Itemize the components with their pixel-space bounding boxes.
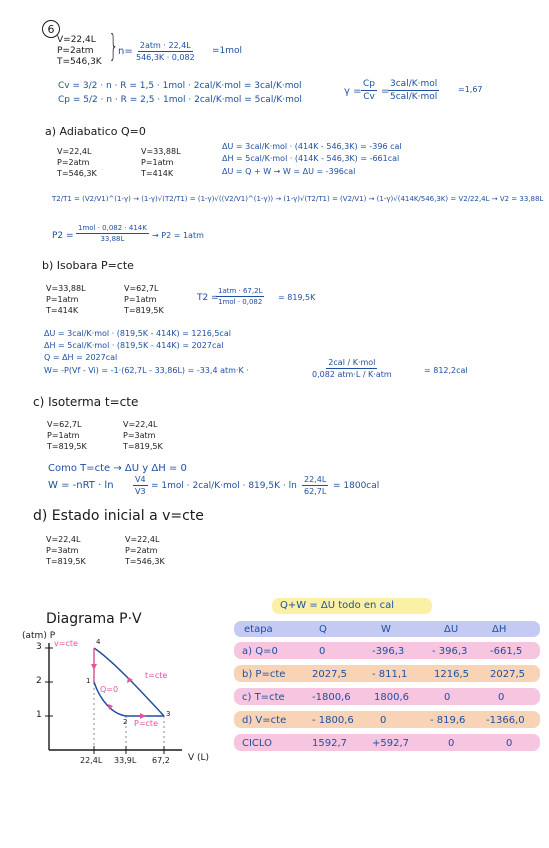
d-state1-v: V=22,4L (46, 535, 81, 544)
a-work: ΔU = Q + W → W = ΔU = -396cal (222, 167, 356, 176)
point-3: 3 (166, 710, 171, 718)
y-tick-label-1: 1 (36, 710, 42, 720)
table-row-d-du: - 819,6 (430, 715, 466, 726)
b-delta-u: ΔU = 3cal/K·mol · (819,5K - 414K) = 1216,5cal (44, 329, 231, 338)
x-tick-label-1: 22,4L (80, 756, 103, 765)
c-como: Como T=cte → ΔU y ΔH = 0 (48, 463, 187, 474)
table-row-a-du: - 396,3 (432, 646, 468, 657)
a-p2-lhs: P2 = (52, 231, 74, 241)
table-row-b-w: - 811,1 (372, 669, 408, 680)
table-header-q: Q (319, 624, 327, 635)
c-state2-p: P=3atm (123, 431, 156, 440)
gamma-frac-num: Cp (363, 79, 375, 89)
given-v: V=22,4L (57, 35, 96, 45)
b-state2-t: T=819,5K (124, 306, 164, 315)
d-state2-v: V=22,4L (125, 535, 160, 544)
table-row-b-q: 2027,5 (312, 669, 347, 680)
a-state2-v: V=33,88L (141, 147, 181, 156)
c-state2-t: T=819,5K (123, 442, 163, 451)
section-b-title: b) Isobara P=cte (42, 259, 134, 272)
table-row-a-etapa: a) Q=0 (242, 646, 278, 657)
b-work-result: = 812,2cal (424, 366, 468, 375)
diagram-xlabel: V (L) (188, 753, 210, 763)
b-work-num: 2cal / K·mol (328, 358, 376, 367)
c-work-result: = 1800cal (333, 481, 380, 491)
gamma-lhs: γ = (344, 86, 362, 97)
problem-number: 6 (42, 20, 60, 38)
gamma-value-den: 5cal/K·mol (390, 92, 438, 102)
n-denominator: 546,3K · 0,082 (136, 53, 195, 62)
section-a-title: a) Adiabatico Q=0 (45, 125, 146, 138)
table-row-d-q: - 1800,6 (312, 715, 354, 726)
y-tick-label-3: 3 (36, 642, 42, 652)
label-t-cte: t=cte (145, 671, 168, 680)
table-row-b-etapa: b) P=cte (242, 669, 286, 680)
table-header-etapa: etapa (244, 624, 273, 635)
c-work-frac2-den: 62,7L (304, 487, 327, 496)
table-row-c-etapa: c) T=cte (242, 692, 285, 703)
a-p2-den: 33,88L (100, 235, 125, 243)
table-row-ciclo-q: 1592,7 (312, 738, 347, 749)
a-state1-p: P=2atm (57, 158, 90, 167)
section-d-title: d) Estado inicial a v=cte (33, 508, 204, 524)
given-p: P=2atm (57, 46, 94, 56)
a-delta-h: ΔH = 5cal/K·mol · (414K - 546,3K) = -661cal (222, 154, 400, 163)
gamma-value-num: 3cal/K·mol (390, 79, 438, 89)
point-2: 2 (123, 718, 128, 726)
table-note: Q+W = ΔU todo en cal (280, 600, 394, 611)
table-row-a-q: 0 (319, 646, 326, 657)
table-row-c-q: -1800,6 (312, 692, 351, 703)
b-work-expr: W= -P(Vf - Vi) = -1·(62,7L - 33,86L) = -33,4 atm·K · (44, 366, 249, 375)
table-row-d-etapa: d) V=cte (242, 715, 287, 726)
cp-line: Cp = 5/2 · n · R = 2,5 · 1mol · 2cal/K·mol = 5cal/K·mol (58, 95, 302, 105)
c-work-expr: W = -nRT · ln (48, 480, 114, 491)
d-state1-t: T=819,5K (46, 557, 86, 566)
c-work-frac1-den: V3 (135, 487, 146, 496)
label-q0: Q=0 (100, 685, 119, 694)
b-t2-den: 1mol · 0,082 (218, 298, 263, 306)
c-work-mid: = 1mol · 2cal/K·mol · 819,5K · ln (151, 481, 297, 491)
diagram-ylabel: (atm) P (22, 631, 56, 641)
gamma-eq: = (381, 86, 390, 97)
table-row-b-du: 1216,5 (434, 669, 469, 680)
b-state2-v: V=62,7L (124, 284, 159, 293)
table-header-w: W (381, 624, 391, 635)
c-work-frac1-num: V4 (135, 475, 146, 484)
point-4: 4 (96, 638, 101, 646)
c-work-frac2-num: 22,4L (304, 475, 327, 484)
diagram-title: Diagrama P·V (46, 611, 142, 627)
b-state1-v: V=33,88L (46, 284, 86, 293)
a-p2-result: → P2 = 1atm (152, 231, 204, 240)
label-p-cte: P=cte (134, 719, 158, 728)
d-state1-p: P=3atm (46, 546, 79, 555)
n-result: =1mol (212, 46, 243, 56)
b-t2-num: 1atm · 67,2L (218, 287, 263, 295)
label-v-cte: v=cte (54, 639, 78, 648)
table-row-b-dh: 2027,5 (490, 669, 525, 680)
table-row-a-w: -396,3 (372, 646, 405, 657)
table-row-c-dh: 0 (498, 692, 505, 703)
c-state1-t: T=819,5K (47, 442, 87, 451)
table-row-ciclo-etapa: CICLO (242, 738, 272, 749)
table-row-d-dh: -1366,0 (486, 715, 525, 726)
b-delta-h: ΔH = 5cal/K·mol · (819,5K - 414K) = 2027cal (44, 341, 224, 350)
d-state2-t: T=546,3K (125, 557, 165, 566)
x-tick-label-2: 33,9L (114, 756, 137, 765)
table-header-dh: ΔH (492, 624, 507, 635)
gamma-result: =1,67 (458, 85, 483, 94)
gamma-frac-den: Cv (363, 92, 375, 102)
a-state1-v: V=22,4L (57, 147, 92, 156)
a-delta-u: ΔU = 3cal/K·mol · (414K - 546,3K) = -396 cal (222, 142, 402, 151)
a-p2-num: 1mol · 0,082 · 414K (78, 224, 147, 232)
table-header-du: ΔU (444, 624, 459, 635)
c-state2-v: V=22,4L (123, 420, 158, 429)
a-temperature-chain: T2/T1 = (V2/V1)^(1-γ) → (1-γ)√(T2/T1) = (1-γ)√((V2/V1)^(1-γ)) → (1-γ)√(T2/T1) = (V2/V1) → (1-γ)√(414K/546,3K) = V2/22,4L → V2 = 33,88L (52, 195, 544, 203)
table-row-d-w: 0 (380, 715, 387, 726)
section-c-title: c) Isoterma t=cte (33, 395, 139, 409)
b-state1-t: T=414K (46, 306, 79, 315)
c-state1-p: P=1atm (47, 431, 80, 440)
n-lhs: n= (118, 46, 133, 57)
table-row-c-w: 1800,6 (374, 692, 409, 703)
brace: } (108, 29, 119, 64)
table-row-ciclo-du: 0 (448, 738, 455, 749)
x-tick-label-3: 67,2 (152, 756, 170, 765)
b-work-den: 0,082 atm·L / K·atm (312, 370, 392, 379)
a-state2-p: P=1atm (141, 158, 174, 167)
table-row-ciclo-w: +592,7 (372, 738, 410, 749)
given-t: T=546,3K (57, 57, 102, 67)
table-row-a-dh: -661,5 (490, 646, 523, 657)
table-row-c-du: 0 (444, 692, 451, 703)
a-state1-t: T=546,3K (57, 169, 97, 178)
b-t2-lhs: T2 = (197, 293, 219, 303)
cv-line: Cv = 3/2 · n · R = 1,5 · 1mol · 2cal/K·mol = 3cal/K·mol (58, 81, 302, 91)
table-row-ciclo-dh: 0 (506, 738, 513, 749)
b-q: Q = ΔH = 2027cal (44, 353, 118, 362)
c-state1-v: V=62,7L (47, 420, 82, 429)
b-state2-p: P=1atm (124, 295, 157, 304)
b-state1-p: P=1atm (46, 295, 79, 304)
b-t2-result: = 819,5K (278, 293, 316, 302)
arrow-isochore (91, 664, 97, 670)
a-state2-t: T=414K (141, 169, 174, 178)
y-tick-label-2: 2 (36, 676, 42, 686)
point-1: 1 (86, 677, 91, 685)
n-numerator: 2atm · 22,4L (139, 41, 191, 50)
d-state2-p: P=2atm (125, 546, 158, 555)
